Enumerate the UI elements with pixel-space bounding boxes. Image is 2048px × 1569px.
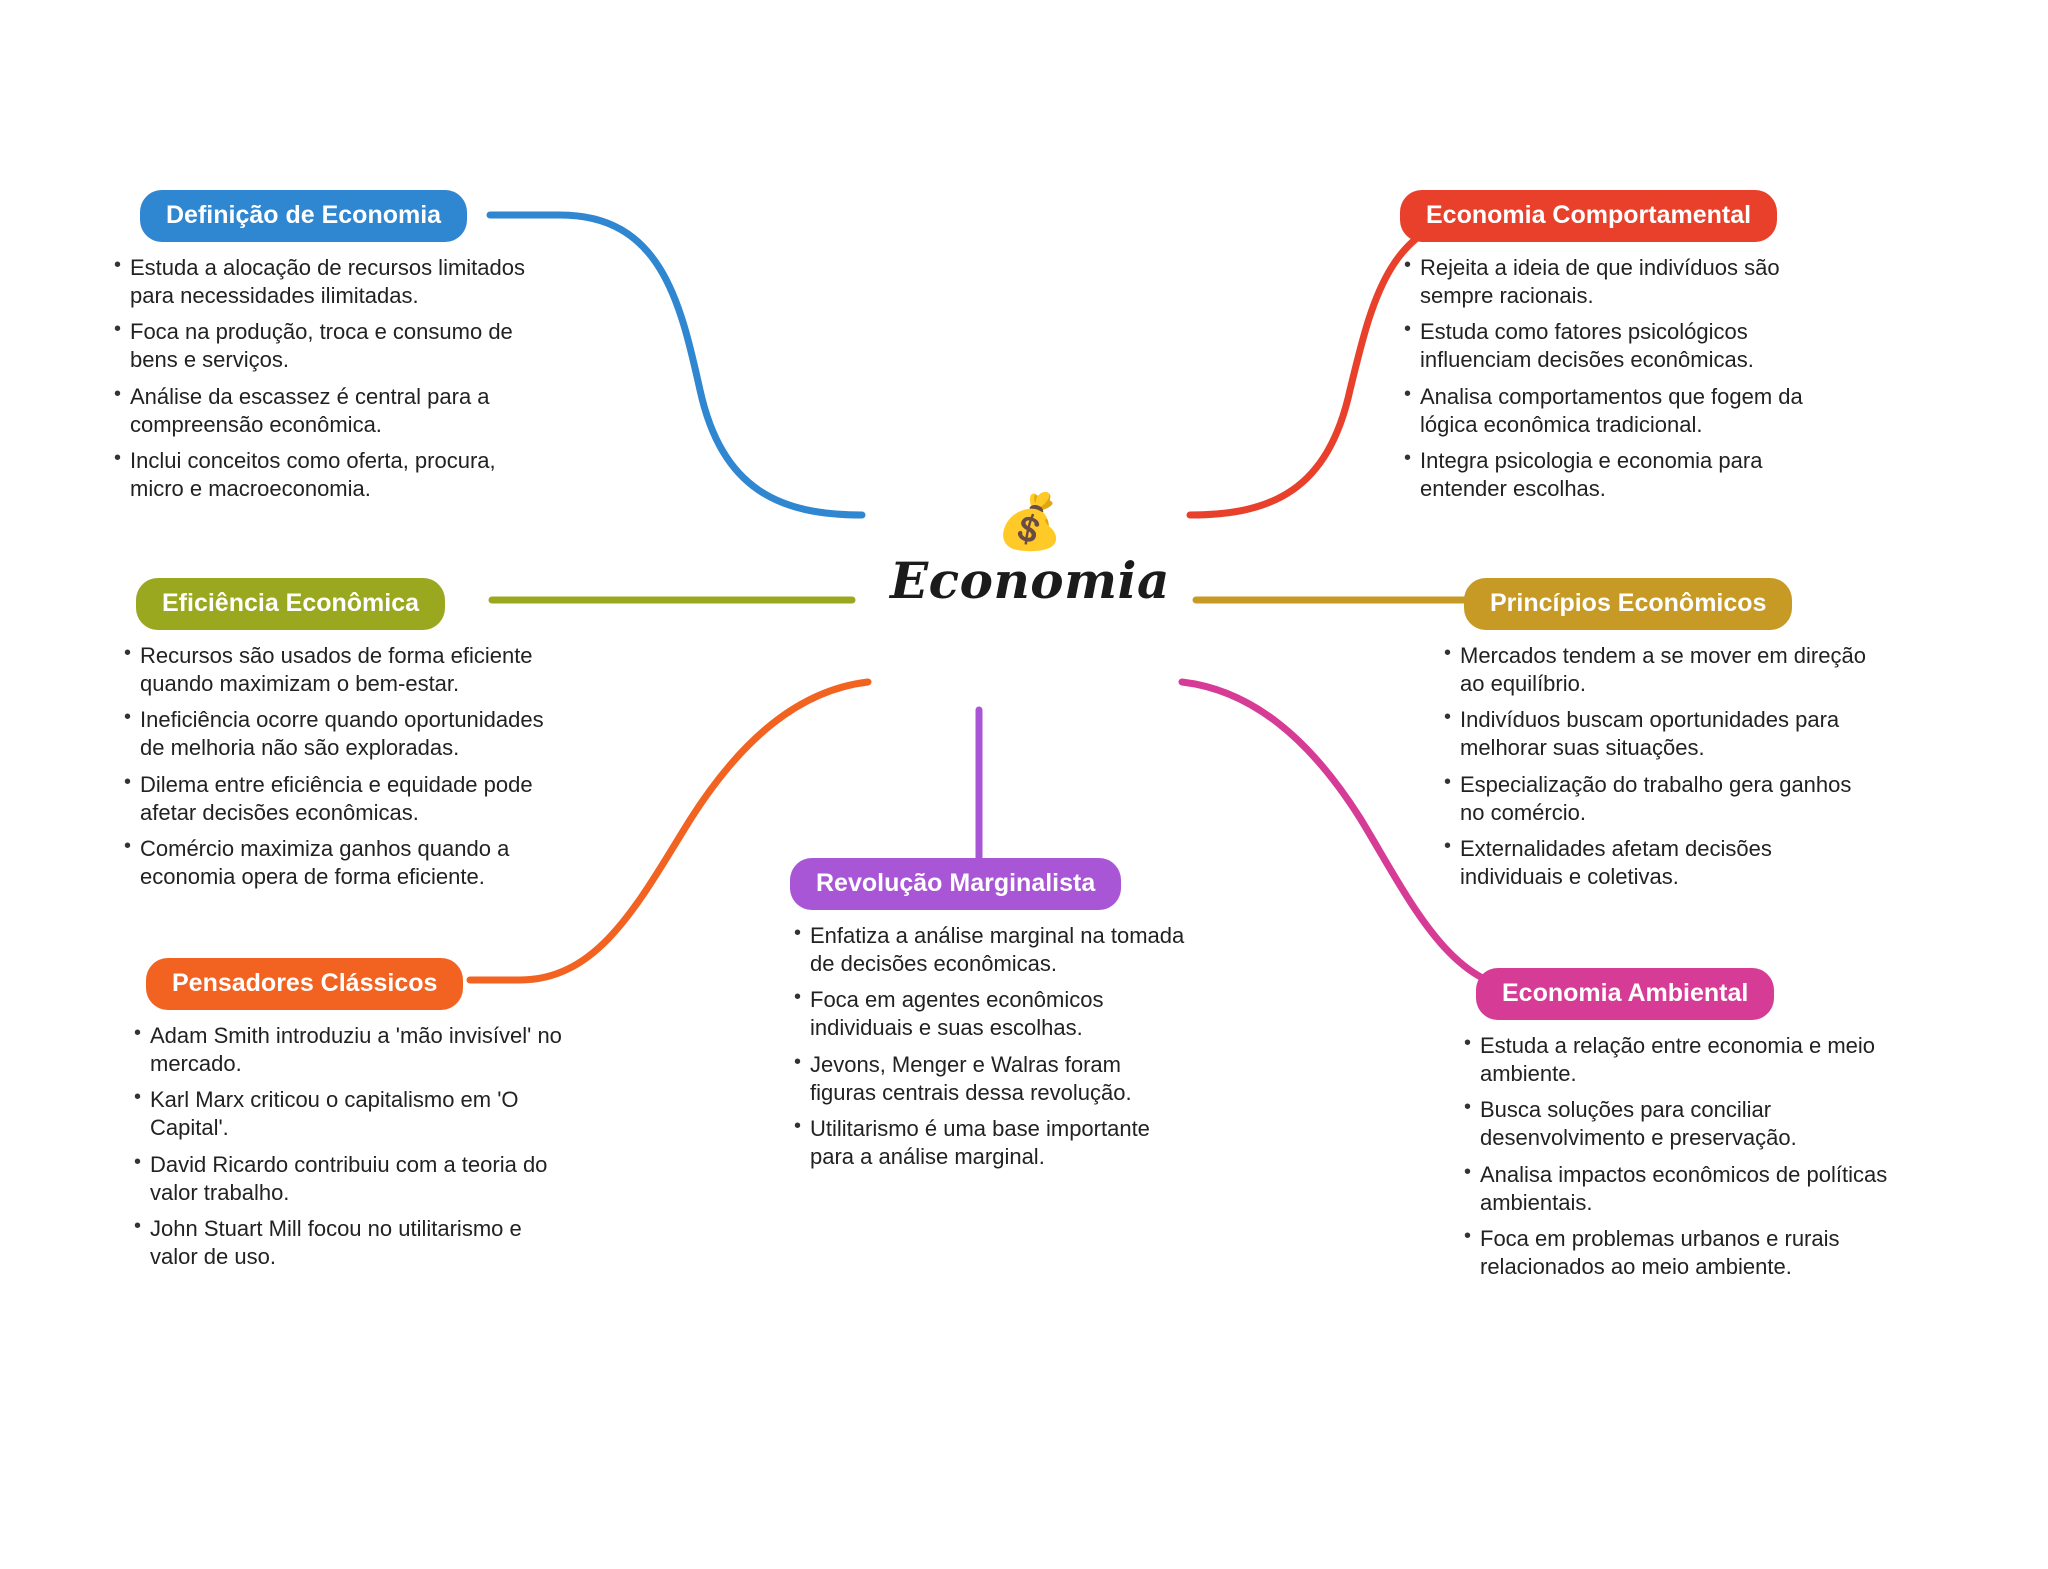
list-item: • Comércio maximiza ganhos quando a economia opera de forma eficiente.: [120, 835, 560, 890]
list-item: • Utilitarismo é uma base importante para a análise marginal.: [790, 1115, 1190, 1170]
branch-economia-ambiental[interactable]: [1460, 968, 1900, 1290]
center-node: [800, 492, 1260, 610]
list-item: • Foca em problemas urbanos e rurais relacionados ao meio ambiente.: [1460, 1225, 1900, 1280]
list-item: • Analisa comportamentos que fogem da lógica econômica tradicional.: [1400, 383, 1840, 438]
branch-economia-comportamental[interactable]: [1400, 190, 1860, 512]
branch-title-revolucao-marginalista[interactable]: Revolução Marginalista: [790, 858, 1121, 910]
center-title: Economia: [890, 551, 1170, 610]
list-item: • Estuda a relação entre economia e meio ambiente.: [1460, 1032, 1900, 1087]
list-item: • Análise da escassez é central para a compreensão econômica.: [110, 383, 550, 438]
list-item: • Dilema entre eficiência e equidade pode afetar decisões econômicas.: [120, 771, 560, 826]
branch-title-pensadores-classicos[interactable]: Pensadores Clássicos: [146, 958, 463, 1010]
list-item: • Busca soluções para conciliar desenvolvimento e preservação.: [1460, 1096, 1900, 1151]
branch-title-eficiencia-economica[interactable]: Eficiência Econômica: [136, 578, 445, 630]
list-item: • Ineficiência ocorre quando oportunidades de melhoria não são exploradas.: [120, 706, 560, 761]
list-item: • Foca na produção, troca e consumo de bens e serviços.: [110, 318, 550, 373]
money-bag-icon: 💰: [996, 492, 1064, 552]
list-item: • Recursos são usados de forma eficiente quando maximizam o bem-estar.: [120, 642, 560, 697]
list-item: • John Stuart Mill focou no utilitarismo e valor de uso.: [130, 1215, 570, 1270]
branch-eficiencia-economica[interactable]: [120, 578, 560, 900]
list-item: • Especialização do trabalho gera ganhos no comércio.: [1440, 771, 1880, 826]
list-item: • Adam Smith introduziu a 'mão invisível' no mercado.: [130, 1022, 570, 1077]
branch-title-definicao-de-economia[interactable]: Definição de Economia: [140, 190, 467, 242]
list-item: • Mercados tendem a se mover em direção ao equilíbrio.: [1440, 642, 1880, 697]
branch-items-revolucao-marginalista: [790, 922, 1190, 1171]
list-item: • Indivíduos buscam oportunidades para melhorar suas situações.: [1440, 706, 1880, 761]
list-item: • Integra psicologia e economia para entender escolhas.: [1400, 447, 1840, 502]
list-item: • Externalidades afetam decisões individuais e coletivas.: [1440, 835, 1880, 890]
branch-principios-economicos[interactable]: [1440, 578, 1880, 900]
branch-revolucao-marginalista[interactable]: [790, 858, 1190, 1180]
branch-title-economia-comportamental[interactable]: Economia Comportamental: [1400, 190, 1777, 242]
branch-title-economia-ambiental[interactable]: Economia Ambiental: [1476, 968, 1774, 1020]
list-item: • Enfatiza a análise marginal na tomada de decisões econômicas.: [790, 922, 1190, 977]
branch-items-pensadores-classicos: [130, 1022, 570, 1271]
list-item: • Jevons, Menger e Walras foram figuras centrais dessa revolução.: [790, 1051, 1190, 1106]
list-item: • Analisa impactos econômicos de políticas ambientais.: [1460, 1161, 1900, 1216]
branch-items-economia-comportamental: [1400, 254, 1860, 503]
branch-items-economia-ambiental: [1460, 1032, 1900, 1281]
list-item: • Estuda como fatores psicológicos influenciam decisões econômicas.: [1400, 318, 1840, 373]
branch-definicao-de-economia[interactable]: [110, 190, 550, 512]
list-item: • Foca em agentes econômicos individuais e suas escolhas.: [790, 986, 1190, 1041]
branch-items-principios-economicos: [1440, 642, 1880, 891]
list-item: • Estuda a alocação de recursos limitados para necessidades ilimitadas.: [110, 254, 550, 309]
branch-items-definicao-de-economia: [110, 254, 550, 503]
branch-items-eficiencia-economica: [120, 642, 560, 891]
branch-title-principios-economicos[interactable]: Princípios Econômicos: [1464, 578, 1792, 630]
list-item: • Inclui conceitos como oferta, procura, micro e macroeconomia.: [110, 447, 550, 502]
list-item: • Rejeita a ideia de que indivíduos são sempre racionais.: [1400, 254, 1840, 309]
list-item: • David Ricardo contribuiu com a teoria do valor trabalho.: [130, 1151, 570, 1206]
branch-pensadores-classicos[interactable]: [130, 958, 570, 1280]
list-item: • Karl Marx criticou o capitalismo em 'O Capital'.: [130, 1086, 570, 1141]
